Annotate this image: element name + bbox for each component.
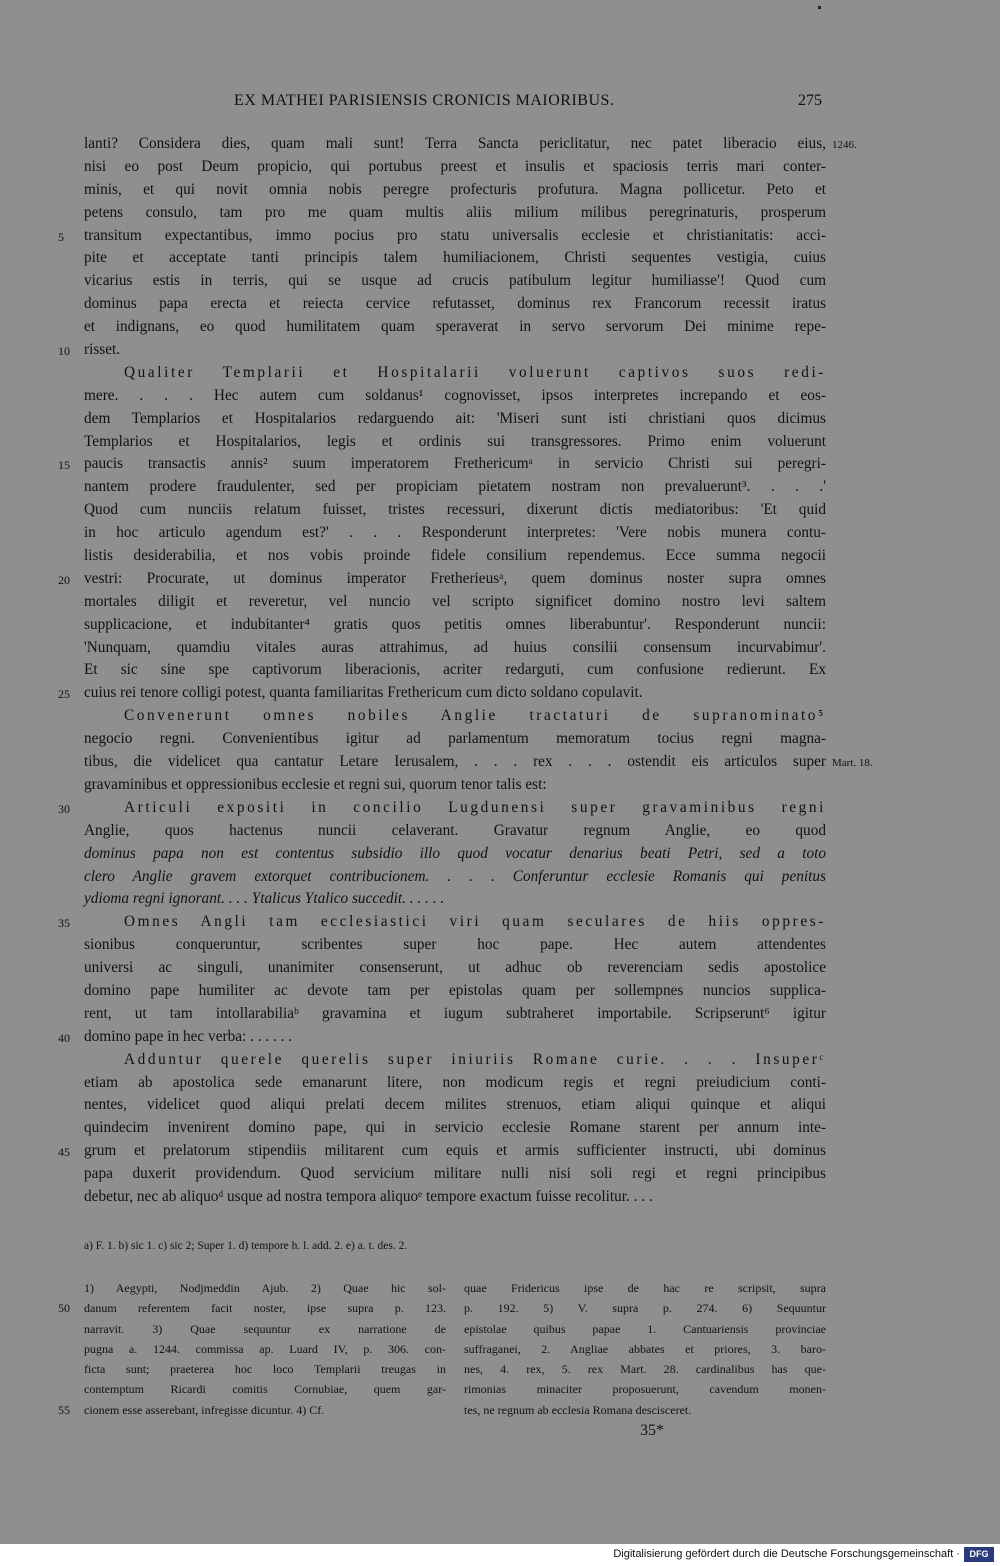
text-line xyxy=(84,751,873,774)
footnote-text: cionem esse asserebant, infregisse dicuntur. 4) Cf. xyxy=(84,1402,325,1417)
line-text: dem Templarios et Hospitalarios redarguendo ait: 'Miseri sunt isti christiani quos dicimus xyxy=(84,409,826,427)
line-text: etiam ab apostolica sede emanarunt litere, non modicum regis et regni preiudicium conti- xyxy=(84,1073,826,1091)
text-line xyxy=(84,1186,826,1209)
text-line xyxy=(84,614,826,637)
line-text: debetur, nec ab aliquoᵈ usque ad nostra tempora aliquoᵉ tempore exactum fuisse recolitur. . . . xyxy=(84,1187,653,1205)
line-text: cuius rei tenore colligi potest, quanta familiaritas Frethericum cum dicto soldano copulavit. xyxy=(84,684,643,702)
text-line xyxy=(84,705,826,728)
footnote-text: suffraganei, 2. Angliae abbates et priores, 3. baro- xyxy=(464,1341,826,1356)
line-number: 5 xyxy=(58,229,64,244)
text-line xyxy=(84,957,826,980)
line-text: dominus papa non est contentus subsidio illo quod vocatur denarius beati Petri, sed a toto xyxy=(84,844,826,862)
footnote-line xyxy=(464,1400,826,1420)
footnote-text: pugna a. 1244. commissa ap. Luard IV, p. 306. con- xyxy=(84,1341,446,1356)
text-line xyxy=(84,591,826,614)
footnote-line xyxy=(58,1400,446,1420)
line-text: quindecim invenirent domino pape, qui in servicio ecclesie Romane starent per annum inte- xyxy=(84,1119,826,1137)
text-line xyxy=(84,980,826,1003)
footer-bar xyxy=(0,1544,1000,1566)
line-text: listis desiderabilia, et nos vobis proinde fidele consilium rependemus. Ecce summa negocii xyxy=(84,547,826,565)
footnote-text: ficta sunt; praeterea hoc loco Templarii treugas in xyxy=(84,1362,446,1377)
line-text: clero Anglie gravem extorquet contribucionem. . . . Conferuntur ecclesie Romanis qui penitus xyxy=(84,867,826,885)
text-line xyxy=(84,476,826,499)
footnote-line xyxy=(464,1359,826,1379)
footnote-line xyxy=(84,1278,446,1298)
line-text: nisi eo post Deum propicio, qui portubus preest et insulis et spaciosis terris mari conter- xyxy=(84,157,826,175)
text-line xyxy=(58,682,826,705)
text-line xyxy=(84,1003,826,1026)
text-line xyxy=(84,316,826,339)
text-line xyxy=(84,247,826,270)
footnote-text: narravit. 3) Quae sequuntur ex narratione de xyxy=(84,1321,446,1336)
text-line xyxy=(84,362,826,385)
text-line xyxy=(84,385,826,408)
critical-apparatus: a) F. 1. b) sic 1. c) sic 2; Super 1. d) tempore h. l. add. 2. e) a. t. des. 2. xyxy=(84,1240,408,1252)
footnotes-right-column xyxy=(464,1278,826,1420)
text-line xyxy=(84,156,826,179)
footnote-line xyxy=(84,1339,446,1359)
line-number: 10 xyxy=(58,344,70,359)
line-text: petens consulo, tam pro me quam multis aliis milium milibus peregrinaturis, prosperum xyxy=(84,203,826,221)
text-line xyxy=(58,1140,826,1163)
footnote-text: epistolae quibus papae 1. Cantuariensis provinciae xyxy=(464,1321,826,1336)
text-line xyxy=(84,522,826,545)
text-line xyxy=(84,545,826,568)
footnote-line xyxy=(84,1319,446,1339)
line-number: 40 xyxy=(58,1030,70,1045)
line-text: vestri: Procurate, ut dominus imperator Fretherieusᵃ, quem dominus noster supra omnes xyxy=(84,569,826,587)
line-text: Et sic sine spe captivorum liberacionis, acriter redarguti, cum confusione redierunt. Ex xyxy=(84,661,826,679)
text-line xyxy=(84,774,826,797)
text-line xyxy=(58,911,826,934)
footnote-line xyxy=(464,1278,826,1298)
footnote-text: contemptum Ricardi comitis Cornubiae, quem gar- xyxy=(84,1382,446,1397)
line-number: 25 xyxy=(58,687,70,702)
line-text: tibus, die videlicet qua cantatur Letare Ierusalem, . . . rex . . . ostendit eis articulos super xyxy=(84,753,826,771)
page-number: 275 xyxy=(798,92,822,109)
line-text: 'Nunquam, quamdiu vitales auras attrahimus, ad huius consilii consensum incurvabimur'. xyxy=(84,638,826,656)
line-text: mere. . . . Hec autem cum soldanus¹ cognovisset, ipsos interpretes increpando et eos- xyxy=(84,386,826,404)
text-line xyxy=(84,820,826,843)
line-number: 50 xyxy=(58,1301,70,1316)
line-text: universi ac singuli, unanimiter consenserunt, ut adhuc ob reverenciam sedis apostolice xyxy=(84,959,826,977)
footnote-text: p. 192. 5) V. supra p. 274. 6) Sequuntur xyxy=(464,1301,826,1316)
text-line xyxy=(84,202,826,225)
line-text: nentes, videlicet quod aliqui prelati decem milites strenuos, etiam aliqui quinque et aliqui xyxy=(84,1096,826,1114)
line-text: risset. xyxy=(84,341,121,359)
text-line xyxy=(84,1094,826,1117)
line-text: rent, ut tam intollarabiliaᵇ gravamina et iugum subtraheret importabile. Scripserunt⁶ igitur xyxy=(84,1004,826,1022)
text-line xyxy=(84,888,826,911)
footnotes-left-column xyxy=(58,1278,446,1420)
text-line xyxy=(84,293,826,316)
footnote-line xyxy=(464,1379,826,1399)
footnote-text: rimonias minaciter proposuerunt, cavendum monen- xyxy=(464,1382,826,1397)
footnote-text: danum referentem facit noster, ipse supra p. 123. xyxy=(84,1301,446,1316)
text-line xyxy=(84,179,826,202)
text-line xyxy=(84,659,826,682)
line-text: Articuli expositi in concilio Lugdunensi super gravaminibus regni xyxy=(124,798,826,816)
line-text: mortales diligit et reveretur, vel nuncio vel scripto significet domino nostro levi saltem xyxy=(84,592,826,610)
line-text: gravaminibus et oppressionibus ecclesie et regni sui, quorum tenor talis est: xyxy=(84,775,547,793)
footnote-line xyxy=(84,1359,446,1379)
line-text: grum et prelatorum stipendiis militarent cum equis et armis sufficienter instructi, ubi dominus xyxy=(84,1142,826,1160)
running-head xyxy=(84,92,826,114)
line-text: minis, et qui novit omnia nobis peregre profecturis profutura. Magna pollicetur. Peto et xyxy=(84,180,826,198)
line-text: domino pape in hec verba: . . . . . . xyxy=(84,1027,293,1045)
scan-dot xyxy=(818,6,821,9)
running-title: EX MATHEI PARISIENSIS CRONICIS MAIORIBUS. xyxy=(234,92,615,109)
line-text: domino pape humiliter ac devote tam per epistolas quam per sollempnes nuncios supplica- xyxy=(84,981,826,999)
line-text: vicarius estis in terris, qui se usque ad crucis patibulum legitur humiliasse'! Quod cum xyxy=(84,272,826,290)
footnote-line xyxy=(464,1298,826,1318)
text-line xyxy=(84,1072,826,1095)
line-text: negocio regni. Convenientibus igitur ad parlamentum memoratum tocius regni magna- xyxy=(84,730,826,748)
footer-text: Digitalisierung gefördert durch die Deutsche Forschungsgemeinschaft · xyxy=(613,1548,960,1560)
footnote-line xyxy=(84,1379,446,1399)
line-text: lanti? Considera dies, quam mali sunt! Terra Sancta periclitatur, nec patet liberacio eius, xyxy=(84,135,826,152)
text-line xyxy=(84,1117,826,1140)
line-text: Convenerunt omnes nobiles Anglie tractaturi de supranominato⁵ xyxy=(124,707,826,725)
line-number: 45 xyxy=(58,1145,70,1160)
dfg-logo[interactable]: DFG xyxy=(964,1547,994,1562)
line-number: 35 xyxy=(58,916,70,931)
text-line xyxy=(84,1049,826,1072)
line-text: Adduntur querele querelis super iniuriis Romane curie. . . . Insuperᶜ xyxy=(124,1050,826,1068)
footnote-text: quae Fridericus ipse de hac re scripsit, supra xyxy=(464,1281,826,1295)
text-line xyxy=(84,270,826,293)
line-text: Omnes Angli tam ecclesiastici viri quam seculares de hiis oppres- xyxy=(124,913,826,931)
text-line xyxy=(58,797,826,820)
footnote-line xyxy=(464,1339,826,1359)
text-line xyxy=(84,133,857,156)
signature-mark: 35* xyxy=(640,1422,664,1439)
line-text: Anglie, quos hactenus nuncii celaverant. Gravatur regnum Anglie, eo quod xyxy=(84,821,826,839)
footnote-line xyxy=(464,1319,826,1339)
line-text: in hoc articulo agendum est?' . . . Responderunt interpretes: 'Vere nobis munera contu- xyxy=(84,524,826,542)
line-text: et indignans, eo quod humilitatem quam speraverat in servo servorum Dei minime repe- xyxy=(84,318,826,336)
footnote-line xyxy=(58,1298,446,1318)
text-line xyxy=(58,225,826,248)
text-line xyxy=(84,1163,826,1186)
text-line xyxy=(84,637,826,660)
line-text: Qualiter Templarii et Hospitalarii voluerunt captivos suos redi- xyxy=(124,363,826,381)
text-line xyxy=(58,453,826,476)
footnote-text: tes, ne regnum ab ecclesia Romana descisceret. xyxy=(464,1402,692,1417)
line-text: papa duxerit providendum. Quod servicium militare nulli nisi soli regi et regni principibus xyxy=(84,1165,826,1183)
line-number: 20 xyxy=(58,572,70,587)
footnote-text: 1) Aegypti, Nodjmeddin Ajub. 2) Quae hic sol- xyxy=(84,1281,446,1295)
main-text xyxy=(58,133,873,1209)
text-line xyxy=(84,934,826,957)
text-line xyxy=(84,499,826,522)
text-line xyxy=(84,843,826,866)
line-text: ydioma regni ignorant. . . . Ytalicus Ytalico succedit. . . . . . xyxy=(84,890,445,908)
line-text: Quod cum nunciis relatum fuisset, tristes recessuri, dixerunt dictis mediatoribus: 'Et quid xyxy=(84,501,826,519)
text-line xyxy=(84,866,826,889)
line-text: supplicacione, et indubitanter⁴ gratis quos petitis omnes liberabuntur'. Responderunt nuncii: xyxy=(84,615,826,633)
text-line xyxy=(58,1026,826,1049)
line-text: sionibus conqueruntur, scribentes super hoc pape. Hec autem attendentes xyxy=(84,936,826,954)
line-text: transitum expectantibus, immo pocius pro statu universalis ecclesie et christianitatis: acci- xyxy=(84,226,826,244)
line-text: Templarios et Hospitalarios, legis et ordinis sui transgressores. Primo enim voluerunt xyxy=(84,432,826,450)
line-text: pite et acceptate tanti principis talem humiliacionem, Christi sequentes vestigia, cuius xyxy=(84,249,826,267)
footnote-text: nes, 4. rex, 5. rex Mart. 28. cardinalibus has que- xyxy=(464,1362,826,1377)
text-line xyxy=(58,339,826,362)
line-number: 15 xyxy=(58,458,70,473)
line-text: paucis transactis annis² suum imperatorem Frethericumᵃ in servicio Christi sui peregri- xyxy=(84,455,826,473)
text-line xyxy=(84,431,826,454)
text-line xyxy=(84,408,826,431)
line-text: nantem prodere fraudulenter, sed per propiciam pietatem nostram non prevaluerunt³. . . .' xyxy=(84,478,826,496)
line-number: 30 xyxy=(58,801,70,816)
margin-note: Mart. 18. xyxy=(832,757,873,770)
line-number: 55 xyxy=(58,1402,70,1417)
text-line xyxy=(58,568,826,591)
line-text: dominus papa erecta et reiecta cervice refutasset, dominus rex Francorum recessit iratus xyxy=(84,295,826,313)
margin-note: 1246. xyxy=(832,139,857,151)
text-line xyxy=(84,728,826,751)
